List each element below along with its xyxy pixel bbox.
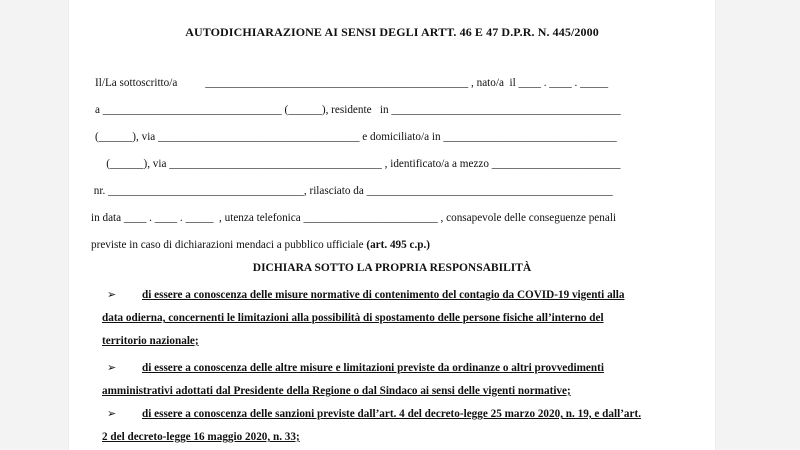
- bullet-arrow-icon: ➢: [107, 361, 117, 374]
- form-line-domicile: (______), via ______________________________________ , identificato/a a mezzo _______________________: [95, 158, 621, 170]
- declaration-3-line-2: 2 del decreto-legge 16 maggio 2020, n. 33;: [102, 431, 300, 443]
- form-line-document-number: nr. ___________________________________, rilasciato da ____________________________________________: [91, 185, 613, 197]
- document-title: AUTODICHIARAZIONE AI SENSI DEGLI ARTT. 46 E 47 D.P.R. N. 445/2000: [185, 25, 599, 39]
- bullet-arrow-icon: ➢: [107, 407, 117, 420]
- document-page: [69, 0, 715, 450]
- declaration-1-line-2: data odierna, concernenti le limitazioni alla possibilità di spostamento delle persone fisiche all’interno del: [102, 312, 604, 324]
- declaration-2-line-1: di essere a conoscenza delle altre misure e limitazioni previste da ordinanze o altri provvedimenti: [142, 362, 604, 374]
- declaration-heading: DICHIARA SOTTO LA PROPRIA RESPONSABILITÀ: [252, 262, 532, 274]
- form-line-penalties: [91, 238, 430, 252]
- declaration-1-line-3: territorio nazionale;: [102, 335, 199, 347]
- bullet-arrow-icon: ➢: [107, 288, 117, 301]
- declaration-3-line-1: di essere a conoscenza delle sanzioni previste dall’art. 4 del decreto-legge 25 marzo 2020, n. 19, e dall’art.: [142, 408, 642, 420]
- form-line-birthplace: a ________________________________ (______), residente in _________________________________________: [95, 104, 621, 116]
- form-line-name: Il/La sottoscritto/a _______________________________________________ , nato/a il ____ . ____ . _____: [95, 77, 609, 89]
- article-reference: (art. 495 c.p.): [366, 239, 431, 251]
- form-line-residence: (______), via ____________________________________ e domiciliato/a in _______________________________: [95, 131, 617, 143]
- penalties-text: previste in caso di dichiarazioni mendaci a pubblico ufficiale: [91, 239, 367, 251]
- declaration-2-line-2: amministrativi adottati dal Presidente della Regione o dal Sindaco ai sensi delle vigenti normative;: [102, 385, 571, 397]
- declaration-1-line-1: di essere a conoscenza delle misure normative di contenimento del contagio da COVID-19 vigenti alla: [142, 289, 625, 301]
- form-line-date-phone: in data ____ . ____ . _____ , utenza telefonica ________________________ , consapevole delle conseguenze penali: [91, 212, 617, 224]
